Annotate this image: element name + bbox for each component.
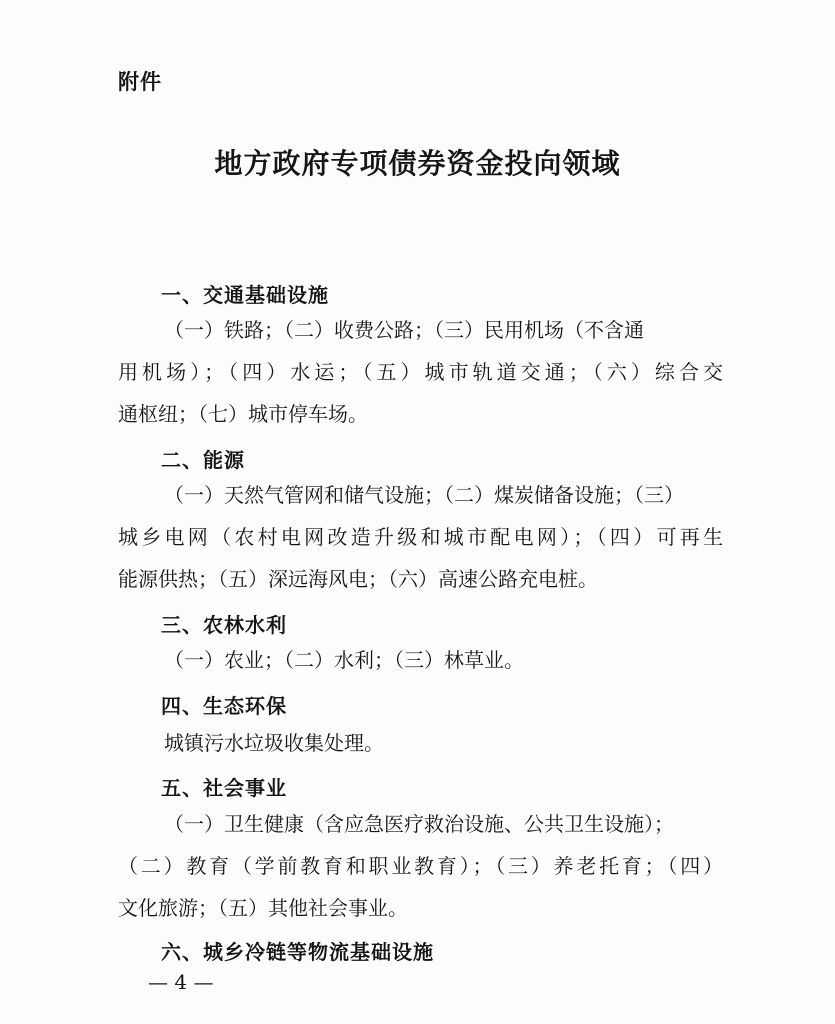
document-title: 地方政府专项债券资金投向领域 [214,147,621,180]
section-heading-2: 二、能源 [161,448,245,472]
section-2-line-1: （一）天然气管网和储气设施；（二）煤炭储备设施；（三） [164,483,684,507]
section-1-line-2: 用机场）；（四）水运；（五）城市轨道交通；（六）综合交 [118,360,723,384]
section-2-line-3: 能源供热；（五）深远海风电；（六）高速公路充电桩。 [118,567,598,591]
section-5-line-3: 文化旅游；（五）其他社会事业。 [118,896,408,920]
section-heading-5: 五、社会事业 [161,776,287,800]
section-heading-4: 四、生态环保 [161,694,287,718]
section-heading-6: 六、城乡冷链等物流基础设施 [161,940,434,964]
section-3-line-1: （一）农业；（二）水利；（三）林草业。 [164,648,524,672]
section-heading-3: 三、农林水利 [161,613,287,637]
section-heading-1: 一、交通基础设施 [161,283,329,307]
page-number: — 4 — [148,970,214,994]
section-1-line-3: 通枢纽；（七）城市停车场。 [118,402,368,426]
section-4-line-1: 城镇污水垃圾收集处理。 [164,731,384,755]
attachment-label: 附件 [118,70,162,94]
section-5-line-2: （二）教育（学前教育和职业教育）；（三）养老托育；（四） [118,854,723,878]
section-2-line-2: 城乡电网（农村电网改造升级和城市配电网）；（四）可再生 [118,525,723,549]
section-1-line-1: （一）铁路；（二）收费公路；（三）民用机场（不含通 [164,318,644,342]
section-5-line-1: （一）卫生健康（含应急医疗救治设施、公共卫生设施）； [164,812,674,836]
